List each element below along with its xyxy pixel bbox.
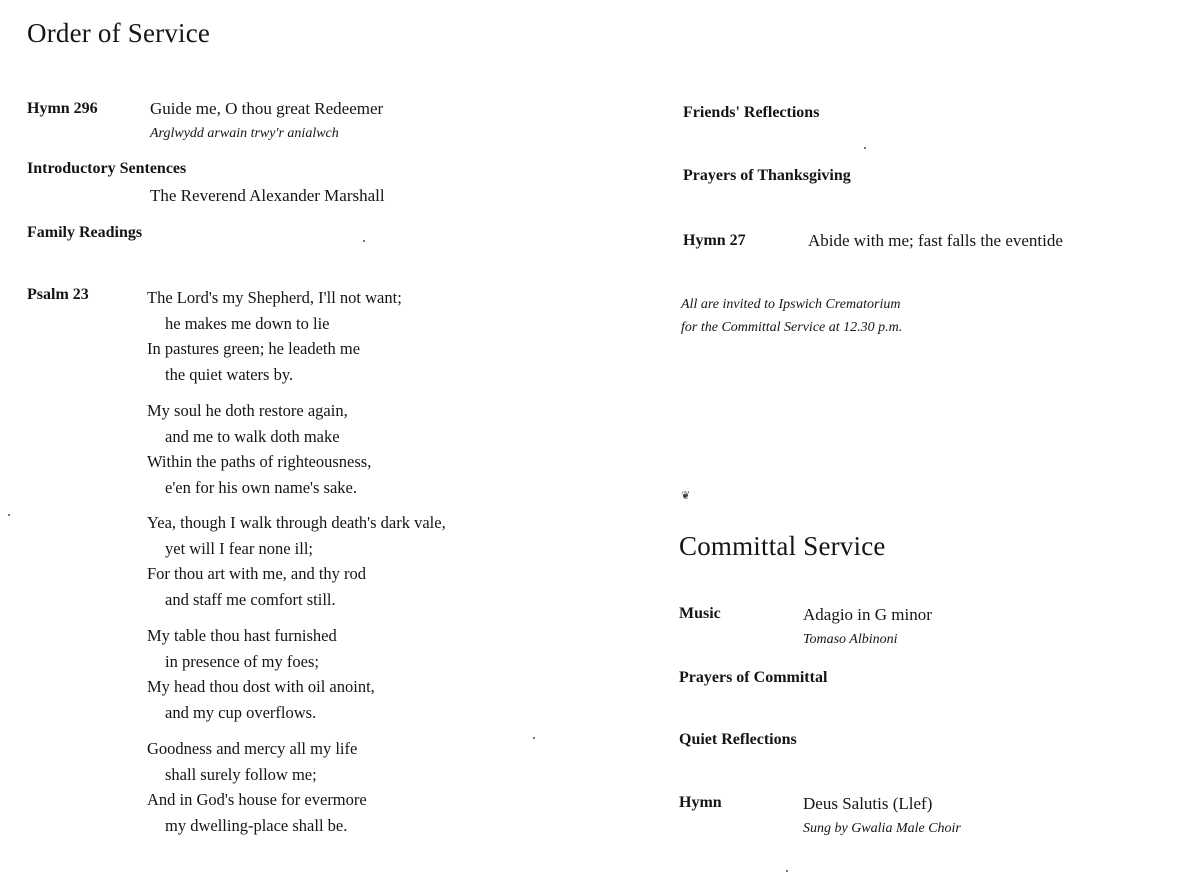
scan-speck (533, 737, 535, 739)
psalm-line: Yea, though I walk through death's dark vale, (147, 513, 446, 532)
music-title: Adagio in G minor (803, 605, 932, 624)
psalm-line: he makes me down to lie (165, 313, 330, 333)
psalm-line: and me to walk doth make (165, 426, 340, 446)
psalm-line: Within the paths of righteousness, (147, 452, 372, 471)
scan-speck (363, 240, 365, 242)
crematorium-invitation (681, 293, 902, 339)
family-readings-label: Family Readings (27, 224, 143, 241)
order-of-service-title: Order of Service (27, 18, 211, 48)
psalm-23-label: Psalm 23 (27, 286, 89, 303)
committal-hymn-label: Hymn (679, 794, 722, 811)
committal-service-title: Committal Service (679, 531, 886, 561)
music-label: Music (679, 605, 721, 622)
prayers-of-committal-label: Prayers of Committal (679, 669, 828, 686)
psalm-line: My head thou dost with oil anoint, (147, 677, 375, 696)
psalm-line: My table thou hast furnished (147, 626, 337, 645)
introductory-speaker: The Reverend Alexander Marshall (150, 186, 385, 205)
scan-speck (786, 870, 788, 872)
psalm-line: and staff me comfort still. (165, 589, 336, 609)
hymn-27-label: Hymn 27 (683, 232, 746, 249)
committal-hymn-note: Sung by Gwalia Male Choir (803, 821, 961, 836)
hymn-296-welsh-title: Arglwydd arwain trwy'r anialwch (150, 126, 339, 141)
invitation-line: All are invited to Ipswich Crematorium (681, 297, 901, 312)
psalm-line: shall surely follow me; (165, 764, 317, 784)
psalm-line: My soul he doth restore again, (147, 401, 348, 420)
psalm-line: For thou art with me, and thy rod (147, 564, 367, 583)
psalm-stanza (147, 623, 375, 725)
psalm-line: in presence of my foes; (165, 651, 319, 671)
psalm-line: And in God's house for evermore (147, 790, 367, 809)
music-composer: Tomaso Albinoni (803, 632, 898, 647)
psalm-stanza (147, 398, 371, 500)
psalm-line: Goodness and mercy all my life (147, 739, 358, 758)
quiet-reflections-label: Quiet Reflections (679, 731, 797, 748)
scan-speck (864, 147, 866, 149)
psalm-line: my dwelling-place shall be. (165, 815, 348, 835)
psalm-line: yet will I fear none ill; (165, 538, 313, 558)
psalm-stanza (147, 285, 402, 387)
psalm-line: and my cup overflows. (165, 702, 317, 722)
psalm-line: The Lord's my Shepherd, I'll not want; (147, 288, 402, 307)
committal-hymn-title: Deus Salutis (Llef) (803, 794, 933, 813)
friends-reflections-label: Friends' Reflections (683, 104, 820, 121)
psalm-stanza (147, 510, 446, 612)
hymn-27-title: Abide with me; fast falls the eventide (808, 231, 1063, 250)
invitation-line: for the Committal Service at 12.30 p.m. (681, 320, 903, 335)
scan-speck (8, 514, 10, 516)
floral-ornament-icon: ❦ (681, 490, 691, 502)
prayers-of-thanksgiving-label: Prayers of Thanksgiving (683, 167, 851, 184)
psalm-stanza (147, 736, 367, 838)
hymn-296-title: Guide me, O thou great Redeemer (150, 99, 384, 118)
hymn-296-label: Hymn 296 (27, 100, 98, 117)
psalm-line: e'en for his own name's sake. (165, 477, 357, 497)
psalm-line: In pastures green; he leadeth me (147, 339, 361, 358)
psalm-line: the quiet waters by. (165, 364, 294, 384)
introductory-sentences-label: Introductory Sentences (27, 160, 187, 177)
